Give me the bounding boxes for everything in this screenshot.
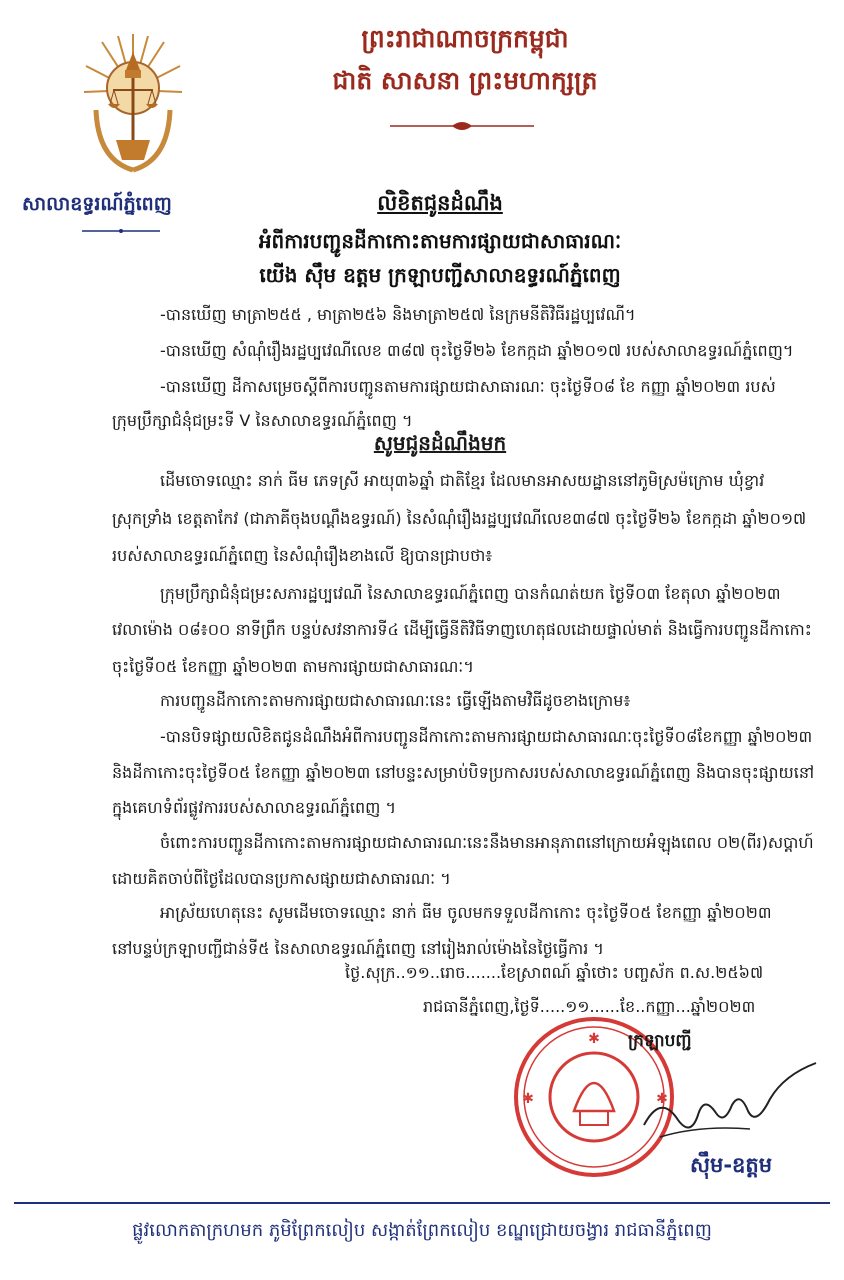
body-line: ស្រុកទ្រាំង ខេត្តតាកែវ (ជាភាគីចុងបណ្តឹងឧទ្ធរណ៍) នៃសំណុំរឿងរដ្ឋប្បវេណីលេខ៣៨៧ ចុះថ្ងៃទី២៦ ខែកក្កដា ឆ្នាំ២០១៧: [112, 509, 807, 528]
body-line: និងដីកាកោះចុះថ្ងៃទី០៥ ខែកញ្ញា ឆ្នាំ២០២៣ នៅបន្ទះសម្រាប់បិទប្រកាសរបស់សាលាឧទ្ធរណ៍ភ្នំពេញ និងបានចុះផ្សាយនៅ: [112, 763, 815, 782]
body-line: ដើមចោទឈ្មោះ នាក់ ធីម ភេទស្រី អាយុ៣៦ឆ្នាំ ជាតិខ្មែរ ដែលមានអាសយដ្ឋាននៅភូមិស្រម៉ក្រោម ឃុំខ្វាវ: [160, 471, 765, 490]
order-heading: សូមជូនដំណឹងមក: [373, 431, 507, 455]
footer-address: ផ្លូវលោកតាក្រហមក ភូមិព្រែកលៀប សង្កាត់ព្រែកលៀប ខណ្ឌជ្រោយចង្វារ រាជធានីភ្នំពេញ: [132, 1220, 712, 1241]
consideration-line: -បានឃើញ សំណុំរឿងរដ្ឋប្បវេណីលេខ ៣៨៧ ចុះថ្ងៃទី២៦ ខែកក្កដា ឆ្នាំ២០១៧ របស់សាលាឧទ្ធរណ៍ភ្នំពេញ។: [160, 341, 794, 360]
court-name: សាលាឧទ្ធរណ៍ភ្នំពេញ: [22, 193, 172, 215]
body-line: -បានបិទផ្សាយលិខិតជូនដំណឹងអំពីការបញ្ជូនដីកាកោះតាមការផ្សាយជាសាធារណៈចុះថ្ងៃទី០៨ខែកញ្ញា ឆ្នាំ២០២៣: [160, 727, 813, 746]
body-line: ដោយគិតចាប់ពីថ្ងៃដែលបានប្រកាសផ្សាយជាសាធារណៈ ។: [112, 869, 451, 888]
court-emblem-icon: [78, 30, 188, 180]
body-line: ចំពោះការបញ្ជូនដីកាកោះតាមការផ្សាយជាសាធារណៈនេះនឹងមានអានុភាពនៅក្រោយអំឡុងពេល ០២(ពីរ)សប្តាហ៍: [160, 833, 814, 852]
document-title: លិខិតជូនដំណឹង: [377, 191, 503, 215]
svg-text:✱: ✱: [656, 1091, 668, 1107]
kingdom-heading: ព្រះរាជាណាចក្រកម្ពុជា: [361, 24, 569, 53]
body-line: វេលាម៉ោង ០៨៖០០ នាទីព្រឹក បន្ទប់សវនាការទី៤ ដើម្បីធ្វើនីតិវិធីទាញហេតុផលដោយផ្ទាល់មាត់ និងធ្វើការបញ្ជូនដីកាកោះ: [112, 620, 812, 639]
document-subject: អំពីការបញ្ជូនដីកាកោះតាមការផ្សាយជាសាធារណៈ: [258, 229, 622, 253]
document-issuer: យើង ស៊ឹម ឧត្តម ក្រឡាបញ្ជីសាលាឧទ្ធរណ៍ភ្នំពេញ: [259, 263, 621, 287]
divider-ornament-icon: [388, 120, 536, 132]
body-line: អាស្រ័យហេតុនេះ សូមដើមចោទឈ្មោះ នាក់ ធីម ចូលមកទទួលដីកាកោះ ចុះថ្ងៃទី០៥ ខែកញ្ញា ឆ្នាំ២០២៣: [160, 903, 772, 922]
signer-name: ស៊ឹម-ឧត្តម: [690, 1153, 773, 1177]
footer-divider: [14, 1202, 830, 1204]
svg-text:✱: ✱: [522, 1091, 534, 1107]
place-date: រាជធានីភ្នំពេញ,ថ្ងៃទី.....១១......ខែ..កញ្ញា...ឆ្នាំ២០២៣: [423, 997, 756, 1016]
body-line: ក្រុមប្រឹក្សាជំនុំជម្រះសភារដ្ឋប្បវេណី នៃសាលាឧទ្ធរណ៍ភ្នំពេញ បានកំណត់យក ថ្ងៃទី០៣ ខែតុលា ឆ្នាំ២០២៣: [160, 584, 781, 603]
body-line: ការបញ្ជូនដីកាកោះតាមការផ្សាយជាសាធារណៈនេះ ធ្វើឡើងតាមវិធីដូចខាងក្រោម៖: [160, 691, 631, 710]
motto-heading: ជាតិ សាសនា ព្រះមហាក្សត្រ: [332, 66, 598, 95]
signer-title: ក្រឡាបញ្ជី: [628, 1031, 692, 1051]
consideration-line: -បានឃើញ មាត្រា២៥៥ , មាត្រា២៥៦ និងមាត្រា២៥៧ នៃក្រមនីតិវិធីរដ្ឋប្បវេណី។: [160, 305, 636, 324]
body-line: ក្នុងគេហទំព័រផ្លូវការរបស់សាលាឧទ្ធរណ៍ភ្នំពេញ ។: [112, 798, 396, 817]
body-line: ចុះថ្ងៃទី០៥ ខែកញ្ញា ឆ្នាំ២០២៣ តាមការផ្សាយជាសាធារណៈ។: [112, 657, 474, 676]
lunar-date: ថ្ងៃ.សុក្រ..១១..រោច.......ខែស្រាពណ៍ ឆ្នាំថោះ បញ្ចស័ក ព.ស.២៥៦៧: [345, 963, 764, 982]
body-line: របស់សាលាឧទ្ធរណ៍ភ្នំពេញ នៃសំណុំរឿងខាងលើ ឱ្យបានជ្រាបថា៖: [112, 546, 493, 565]
consideration-line: -បានឃើញ ដីកាសម្រេចស្តីពីការបញ្ជូនតាមការផ្សាយជាសាធារណៈ ចុះថ្ងៃទី០៨ ខែ កញ្ញា ឆ្នាំ២០២៣ របស់: [160, 377, 776, 396]
body-line: នៅបន្ទប់ក្រឡាបញ្ជីជាន់ទី៥ នៃសាលាឧទ្ធរណ៍ភ្នំពេញ នៅរៀងរាល់ម៉ោងនៃថ្ងៃធ្វើការ ។: [112, 939, 604, 958]
signature-icon: [640, 1055, 820, 1150]
svg-text:✱: ✱: [588, 1031, 600, 1047]
consideration-line: ក្រុមប្រឹក្សាជំនុំជម្រះទី V នៃសាលាឧទ្ធរណ៍ភ្នំពេញ ។: [112, 411, 413, 430]
